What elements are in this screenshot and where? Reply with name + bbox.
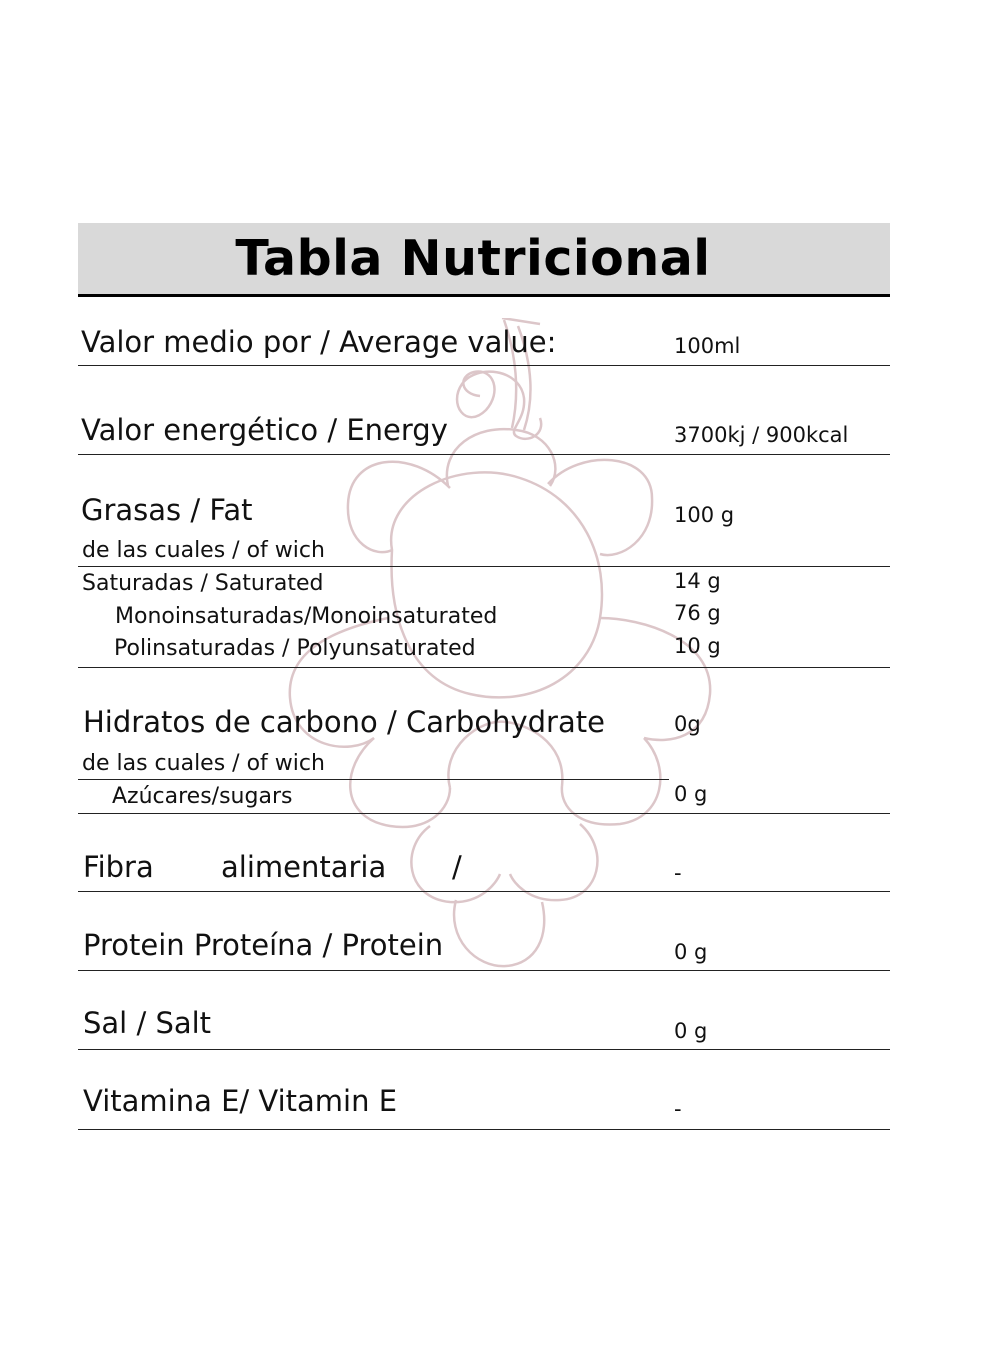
divider [78, 891, 890, 892]
fat-value: 100 g [674, 503, 735, 527]
poly-value: 10 g [674, 634, 721, 658]
fiber-label-part1: Fibra [83, 850, 154, 884]
divider [78, 667, 890, 668]
divider [78, 970, 890, 971]
reference-label: Valor medio por / Average value: [81, 325, 557, 359]
vitamin-e-label: Vitamina E/ Vitamin E [83, 1084, 398, 1118]
divider [78, 1049, 890, 1050]
sugars-label: Azúcares/sugars [112, 784, 293, 809]
divider [78, 813, 890, 814]
fat-label: Grasas / Fat [81, 493, 253, 527]
divider [78, 454, 890, 455]
mono-label: Monoinsaturadas/Monoinsaturated [115, 604, 498, 629]
carbs-sublabel: de las cuales / of wich [82, 751, 325, 776]
protein-value: 0 g [674, 940, 708, 964]
divider [78, 566, 890, 567]
energy-value: 3700kj / 900kcal [674, 423, 849, 447]
divider [78, 779, 669, 780]
reference-value: 100ml [674, 334, 741, 358]
poly-label: Polinsaturadas / Polyunsaturated [114, 636, 476, 661]
fiber-value: - [674, 861, 682, 885]
saturated-value: 14 g [674, 569, 721, 593]
fat-sublabel: de las cuales / of wich [82, 538, 325, 563]
vitamin-e-value: - [674, 1097, 682, 1121]
page-title: Tabla Nutricional [235, 230, 711, 287]
carbs-value: 0g [674, 712, 701, 736]
carbs-label: Hidratos de carbono / Carbohydrate [83, 705, 605, 739]
divider [78, 1129, 890, 1130]
title-band [78, 223, 890, 297]
fiber-label-part3: / [452, 850, 462, 884]
protein-label: Protein Proteína / Protein [83, 928, 444, 962]
energy-label: Valor energético / Energy [81, 413, 448, 447]
salt-value: 0 g [674, 1019, 708, 1043]
sugars-value: 0 g [674, 782, 708, 806]
saturated-label: Saturadas / Saturated [82, 571, 324, 596]
fiber-label-part2: alimentaria [221, 850, 387, 884]
salt-label: Sal / Salt [83, 1006, 212, 1040]
divider [78, 365, 890, 366]
mono-value: 76 g [674, 601, 721, 625]
